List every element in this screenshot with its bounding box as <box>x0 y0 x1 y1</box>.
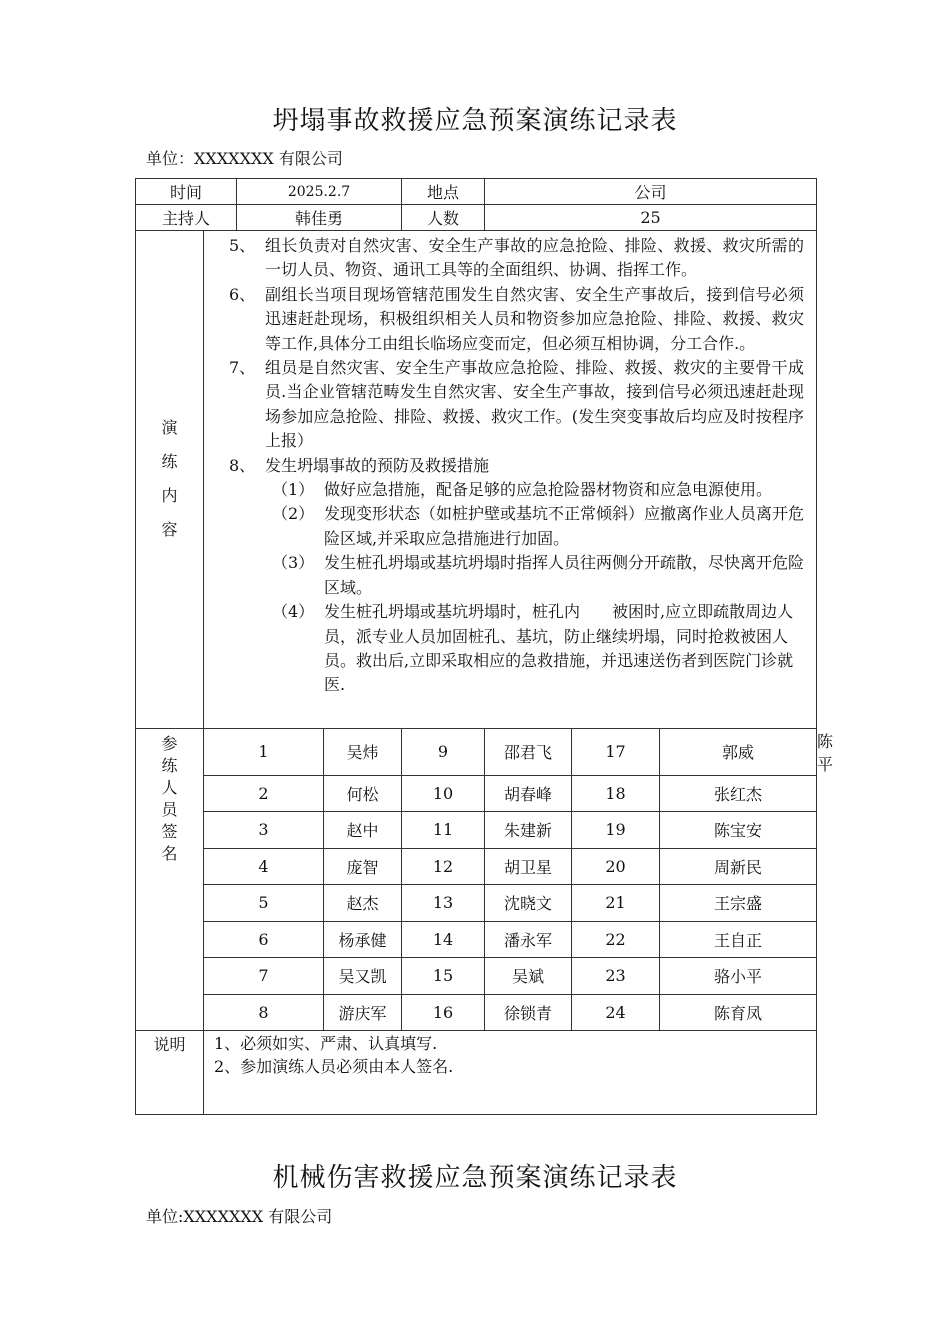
participant-name[interactable]: 潘永军 <box>485 921 572 958</box>
subitem-number: （3） <box>272 553 315 573</box>
count-value: 25 <box>485 205 817 231</box>
participant-name[interactable]: 游庆军 <box>324 994 402 1031</box>
item-text: 发生坍塌事故的预防及救援措施 <box>265 455 490 475</box>
signature-label-char: 签 <box>161 821 178 841</box>
participant-number: 18 <box>572 775 660 812</box>
subitem-number: （1） <box>272 480 315 500</box>
item-number: 7、 <box>229 358 256 378</box>
participant-name[interactable]: 胡春峰 <box>485 775 572 812</box>
note-line: 2、参加演练人员必须由本人签名. <box>214 1057 454 1077</box>
signature-row <box>136 921 817 958</box>
signature-row <box>136 775 817 812</box>
content-label <box>136 231 204 729</box>
participant-number: 17 <box>572 728 660 775</box>
participant-number: 4 <box>204 848 324 885</box>
content-subitem <box>224 502 804 551</box>
signature-row <box>136 812 817 849</box>
second-document-title: 机械伤害救援应急预案演练记录表 <box>272 1163 678 1193</box>
subitem-text: 发生桩孔坍塌或基坑坍塌时指挥人员往两侧分开疏散，尽快离开危险区域。 <box>324 553 805 597</box>
participant-name[interactable]: 王自正 <box>660 921 817 958</box>
participant-number: 9 <box>402 728 485 775</box>
participant-name[interactable]: 吴炜 <box>324 728 402 775</box>
subitem-text: 发生桩孔坍塌或基坑坍塌时，桩孔内 被困时,应立即疏散周边人员，派专业人员加固桩孔、基坑，防止继续坍塌，同时抢救被困人员。救出后,立即采取相应的急救措施，并迅速送伤者到医院门诊就医. <box>324 602 794 695</box>
participant-name[interactable]: 张红杰 <box>660 775 817 812</box>
participant-number: 16 <box>402 994 485 1031</box>
participant-number: 12 <box>402 848 485 885</box>
participant-number: 15 <box>402 958 485 995</box>
content-label-char: 练 <box>161 452 178 472</box>
host-row <box>136 205 817 231</box>
participant-number: 19 <box>572 812 660 849</box>
item-number: 8、 <box>229 455 256 475</box>
signature-label <box>136 728 204 1031</box>
participant-name[interactable]: 何松 <box>324 775 402 812</box>
participant-number: 6 <box>204 921 324 958</box>
participant-number: 2 <box>204 775 324 812</box>
participant-name[interactable]: 王宗盛 <box>660 885 817 922</box>
participant-name[interactable]: 徐锁青 <box>485 994 572 1031</box>
host-label: 主持人 <box>136 205 237 231</box>
subitem-text: 发现变形状态（如桩护壁或基坑不正常倾斜）应撤离作业人员离开危险区域,并采取应急措施进行加固。 <box>324 504 805 548</box>
participant-number: 11 <box>402 812 485 849</box>
content-item <box>224 356 804 454</box>
item-text: 组员是自然灾害、安全生产事故应急抢险、排险、救援、救灾的主要骨干成员.当企业管辖范畴发生自然灾害、安全生产事故，接到信号必须迅速赶赴现场参加应急抢险、排险、救援、救灾工作。(发生突变事故后均应及时按程序上报） <box>265 358 805 451</box>
content-label-char: 容 <box>161 520 178 540</box>
count-label: 人数 <box>402 205 485 231</box>
signature-row <box>136 958 817 995</box>
signature-row: 参 练 人 员 签 名 1 吴炜 9 邵君飞 17 郭威 陈平 <box>136 728 817 775</box>
signature-label-char: 参 <box>161 733 178 753</box>
participant-name[interactable]: 赵中 <box>324 812 402 849</box>
content-label-char: 演 <box>161 418 178 438</box>
participant-name[interactable]: 骆小平 <box>660 958 817 995</box>
participant-name[interactable]: 陈宝安 <box>660 812 817 849</box>
subitem-number: （2） <box>272 504 315 524</box>
participant-number: 1 <box>204 728 324 775</box>
subitem-text: 做好应急措施，配备足够的应急抢险器材物资和应急电源使用。 <box>324 480 773 500</box>
participant-number: 10 <box>402 775 485 812</box>
time-row <box>136 179 817 205</box>
participant-name[interactable]: 沈晓文 <box>485 885 572 922</box>
participant-number: 24 <box>572 994 660 1031</box>
participant-name[interactable]: 庞智 <box>324 848 402 885</box>
participant-number: 23 <box>572 958 660 995</box>
host-value: 韩佳勇 <box>237 205 402 231</box>
participant-number: 3 <box>204 812 324 849</box>
participant-name[interactable]: 朱建新 <box>485 812 572 849</box>
content-label-char: 内 <box>161 486 178 506</box>
note-label: 说明 <box>136 1031 204 1115</box>
participant-number: 21 <box>572 885 660 922</box>
note-content <box>204 1031 817 1115</box>
participant-name[interactable]: 赵杰 <box>324 885 402 922</box>
drill-record-table <box>135 178 834 1115</box>
content-subitem <box>224 600 804 698</box>
signature-row <box>136 994 817 1031</box>
item-text: 组长负责对自然灾害、安全生产事故的应急抢险、排险、救援、救灾所需的一切人员、物资、通讯工具等的全面组织、协调、指挥工作。 <box>265 236 805 280</box>
participant-name[interactable]: 胡卫星 <box>485 848 572 885</box>
content-row <box>136 231 817 729</box>
item-number: 6、 <box>229 284 256 304</box>
note-line: 1、必须如实、严肃、认真填写. <box>214 1034 438 1054</box>
participant-number: 5 <box>204 885 324 922</box>
date-value: 2025.2.7 <box>237 179 402 205</box>
participant-name[interactable]: 吴又凯 <box>324 958 402 995</box>
signature-label-char: 名 <box>161 843 178 863</box>
participant-name[interactable]: 杨承健 <box>324 921 402 958</box>
unit-line: 单位：XXXXXXX 有限公司 <box>146 149 343 168</box>
content-item <box>224 234 804 283</box>
signature-row <box>136 848 817 885</box>
subitem-number: （4） <box>272 602 315 622</box>
signature-label-char: 员 <box>161 799 178 819</box>
participant-number: 14 <box>402 921 485 958</box>
document-title: 坍塌事故救援应急预案演练记录表 <box>272 106 678 136</box>
signature-row <box>136 885 817 922</box>
participant-name[interactable]: 邵君飞 <box>485 728 572 775</box>
signature-label-char: 练 <box>161 755 178 775</box>
participant-name[interactable]: 吴斌 <box>485 958 572 995</box>
second-unit-line: 单位:XXXXXXX 有限公司 <box>146 1207 333 1226</box>
content-item <box>224 283 804 356</box>
participant-number: 8 <box>204 994 324 1031</box>
content-subitem <box>224 551 804 600</box>
item-number: 5、 <box>229 236 256 255</box>
participant-number: 20 <box>572 848 660 885</box>
time-label: 时间 <box>136 179 237 205</box>
note-row <box>136 1031 817 1115</box>
participant-name[interactable]: 陈育凤 <box>660 994 817 1031</box>
participant-number: 13 <box>402 885 485 922</box>
participant-number: 7 <box>204 958 324 995</box>
signature-label-char: 人 <box>161 777 178 797</box>
participant-name[interactable]: 郭威 <box>660 728 817 775</box>
item-text: 副组长当项目现场管辖范围发生自然灾害、安全生产事故后，接到信号必须迅速赶赴现场，积极组织相关人员和物资参加应急抢险、排险、救援、救灾等工作,具体分工由组长临场应变而定，但必须互相协调，分工合作.。 <box>265 284 805 353</box>
participant-name[interactable]: 周新民 <box>660 848 817 885</box>
content-item <box>224 454 804 478</box>
place-label: 地点 <box>402 179 485 205</box>
place-value: 公司 <box>485 179 817 205</box>
participant-number: 22 <box>572 921 660 958</box>
drill-content <box>204 231 817 729</box>
content-subitem <box>224 478 804 502</box>
